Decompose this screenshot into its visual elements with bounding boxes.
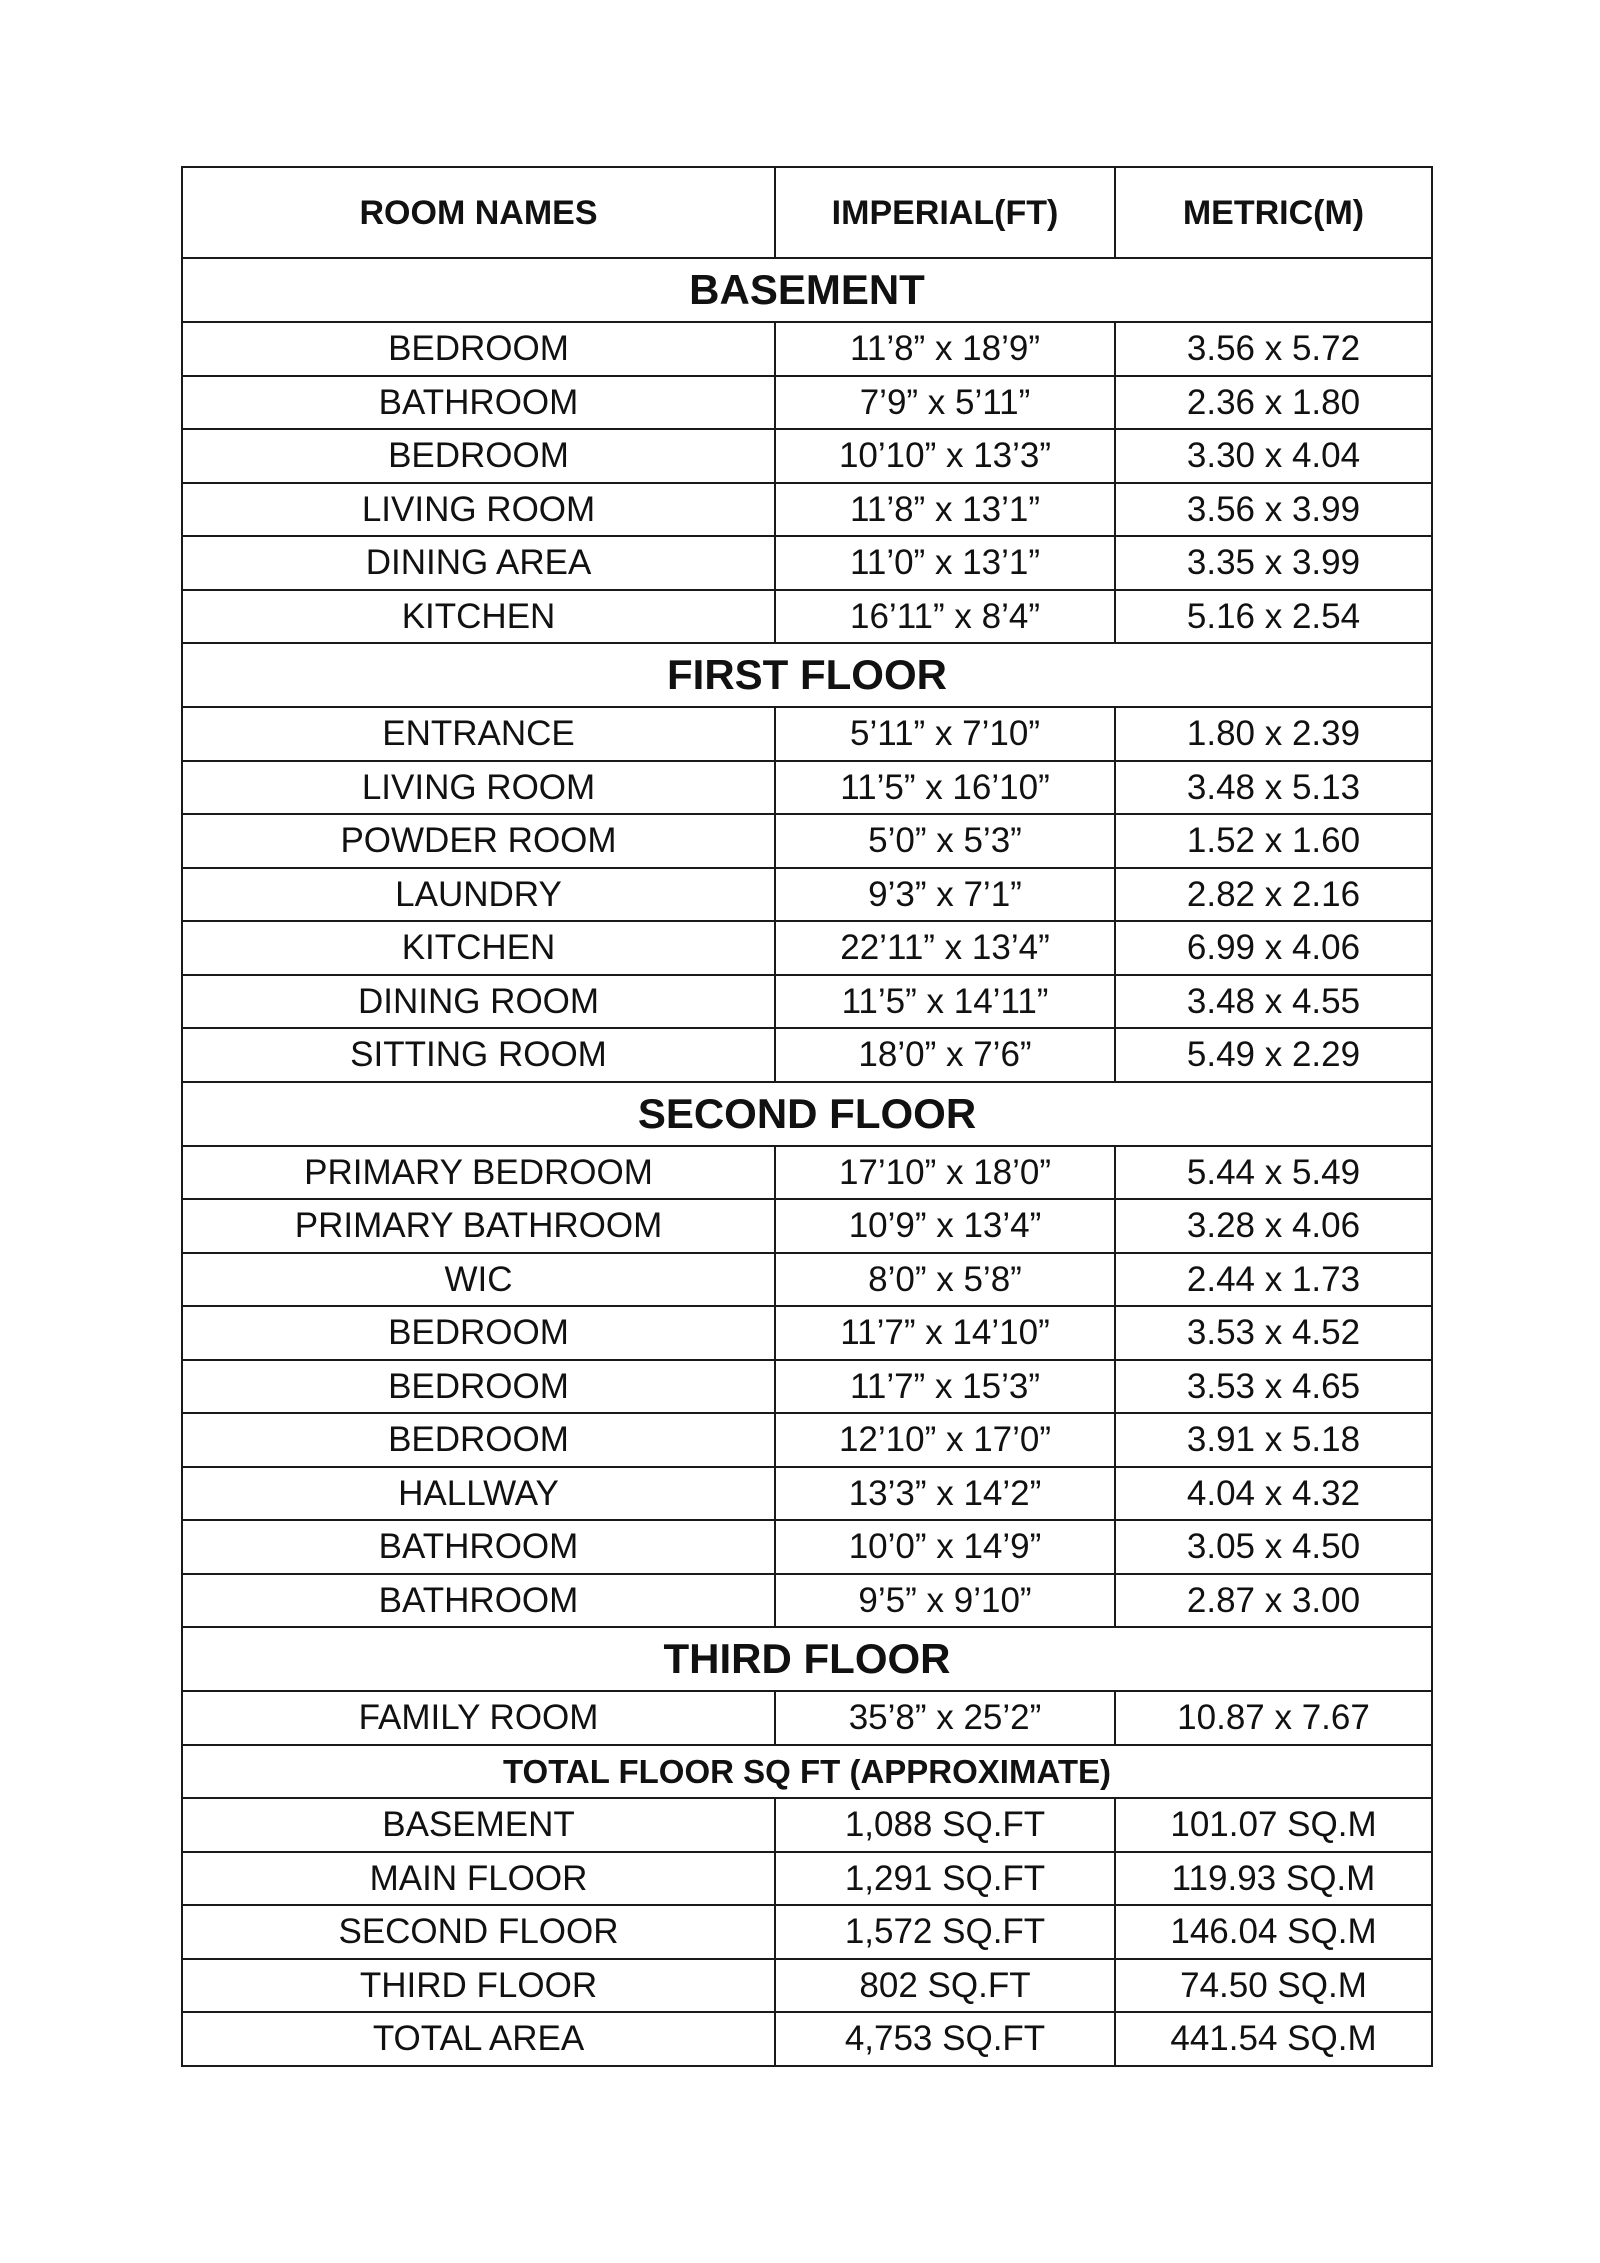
room-name: LIVING ROOM [182,483,775,537]
metric-value: 119.93 SQ.M [1115,1852,1432,1906]
imperial-value: 5’0” x 5’3” [775,814,1115,868]
room-name: BEDROOM [182,1306,775,1360]
imperial-value: 11’5” x 16’10” [775,761,1115,815]
room-name: BEDROOM [182,322,775,376]
imperial-value: 11’8” x 13’1” [775,483,1115,537]
room-name: FAMILY ROOM [182,1691,775,1745]
section-title: FIRST FLOOR [182,643,1432,707]
table-row [182,1852,1432,1906]
table-row [182,322,1432,376]
room-dimensions-table [181,166,1433,2067]
room-name: BATHROOM [182,376,775,430]
table-row [182,1199,1432,1253]
table-row [182,1520,1432,1574]
section-heading-row [182,1745,1432,1799]
metric-value: 3.48 x 5.13 [1115,761,1432,815]
imperial-value: 13’3” x 14’2” [775,1467,1115,1521]
section-title: BASEMENT [182,258,1432,322]
section-title: THIRD FLOOR [182,1627,1432,1691]
imperial-value: 11’7” x 14’10” [775,1306,1115,1360]
metric-value: 3.48 x 4.55 [1115,975,1432,1029]
metric-value: 3.28 x 4.06 [1115,1199,1432,1253]
metric-value: 4.04 x 4.32 [1115,1467,1432,1521]
table-row [182,1028,1432,1082]
table-row [182,868,1432,922]
imperial-value: 5’11” x 7’10” [775,707,1115,761]
metric-value: 1.52 x 1.60 [1115,814,1432,868]
metric-value: 3.53 x 4.52 [1115,1306,1432,1360]
metric-value: 2.36 x 1.80 [1115,376,1432,430]
imperial-value: 17’10” x 18’0” [775,1146,1115,1200]
room-name: ENTRANCE [182,707,775,761]
metric-value: 10.87 x 7.67 [1115,1691,1432,1745]
room-name: BATHROOM [182,1520,775,1574]
metric-value: 74.50 SQ.M [1115,1959,1432,2013]
table-row [182,1413,1432,1467]
imperial-value: 10’0” x 14’9” [775,1520,1115,1574]
room-name: BEDROOM [182,429,775,483]
metric-value: 2.82 x 2.16 [1115,868,1432,922]
section-heading-row [182,1627,1432,1691]
metric-value: 3.53 x 4.65 [1115,1360,1432,1414]
metric-value: 3.35 x 3.99 [1115,536,1432,590]
metric-value: 441.54 SQ.M [1115,2012,1432,2066]
room-name: PRIMARY BEDROOM [182,1146,775,1200]
room-name: DINING AREA [182,536,775,590]
metric-value: 6.99 x 4.06 [1115,921,1432,975]
metric-value: 5.49 x 2.29 [1115,1028,1432,1082]
table-row [182,1360,1432,1414]
section-title: SECOND FLOOR [182,1082,1432,1146]
imperial-value: 9’5” x 9’10” [775,1574,1115,1628]
metric-value: 101.07 SQ.M [1115,1798,1432,1852]
imperial-value: 7’9” x 5’11” [775,376,1115,430]
metric-value: 3.30 x 4.04 [1115,429,1432,483]
imperial-value: 35’8” x 25’2” [775,1691,1115,1745]
room-name: TOTAL AREA [182,2012,775,2066]
room-name: THIRD FLOOR [182,1959,775,2013]
table-row [182,1574,1432,1628]
imperial-value: 8’0” x 5’8” [775,1253,1115,1307]
imperial-value: 10’9” x 13’4” [775,1199,1115,1253]
imperial-value: 11’0” x 13’1” [775,536,1115,590]
table-row [182,1691,1432,1745]
section-heading-row [182,1082,1432,1146]
table-row [182,814,1432,868]
table-row [182,1306,1432,1360]
table-row [182,483,1432,537]
metric-value: 1.80 x 2.39 [1115,707,1432,761]
room-name: BASEMENT [182,1798,775,1852]
table-row [182,536,1432,590]
imperial-value: 16’11” x 8’4” [775,590,1115,644]
table-row [182,1798,1432,1852]
table-row [182,2012,1432,2066]
table-row [182,921,1432,975]
imperial-value: 12’10” x 17’0” [775,1413,1115,1467]
imperial-value: 9’3” x 7’1” [775,868,1115,922]
table-row [182,429,1432,483]
header-imperial: IMPERIAL(FT) [775,167,1115,258]
metric-value: 3.05 x 4.50 [1115,1520,1432,1574]
metric-value: 3.91 x 5.18 [1115,1413,1432,1467]
table-row [182,1253,1432,1307]
room-name: BEDROOM [182,1360,775,1414]
table-row [182,761,1432,815]
room-name: SECOND FLOOR [182,1905,775,1959]
imperial-value: 11’8” x 18’9” [775,322,1115,376]
metric-value: 146.04 SQ.M [1115,1905,1432,1959]
metric-value: 3.56 x 5.72 [1115,322,1432,376]
room-name: DINING ROOM [182,975,775,1029]
table-header-row [182,167,1432,258]
room-name: MAIN FLOOR [182,1852,775,1906]
imperial-value: 11’5” x 14’11” [775,975,1115,1029]
imperial-value: 802 SQ.FT [775,1959,1115,2013]
room-name: BATHROOM [182,1574,775,1628]
room-name: HALLWAY [182,1467,775,1521]
room-name: LIVING ROOM [182,761,775,815]
room-name: LAUNDRY [182,868,775,922]
table-row [182,1146,1432,1200]
metric-value: 3.56 x 3.99 [1115,483,1432,537]
imperial-value: 22’11” x 13’4” [775,921,1115,975]
metric-value: 2.87 x 3.00 [1115,1574,1432,1628]
room-name: BEDROOM [182,1413,775,1467]
metric-value: 2.44 x 1.73 [1115,1253,1432,1307]
table-row [182,975,1432,1029]
room-name: PRIMARY BATHROOM [182,1199,775,1253]
table-row [182,707,1432,761]
header-room-names: ROOM NAMES [182,167,775,258]
table-row [182,1959,1432,2013]
imperial-value: 10’10” x 13’3” [775,429,1115,483]
table-row [182,1467,1432,1521]
imperial-value: 1,291 SQ.FT [775,1852,1115,1906]
imperial-value: 11’7” x 15’3” [775,1360,1115,1414]
section-heading-row [182,258,1432,322]
room-dimensions-sheet [181,166,1431,2067]
room-name: POWDER ROOM [182,814,775,868]
room-name: SITTING ROOM [182,1028,775,1082]
table-row [182,590,1432,644]
metric-value: 5.16 x 2.54 [1115,590,1432,644]
room-name: KITCHEN [182,590,775,644]
imperial-value: 1,088 SQ.FT [775,1798,1115,1852]
table-row [182,376,1432,430]
imperial-value: 4,753 SQ.FT [775,2012,1115,2066]
imperial-value: 18’0” x 7’6” [775,1028,1115,1082]
table-row [182,1905,1432,1959]
section-title: TOTAL FLOOR SQ FT (APPROXIMATE) [182,1745,1432,1799]
imperial-value: 1,572 SQ.FT [775,1905,1115,1959]
metric-value: 5.44 x 5.49 [1115,1146,1432,1200]
room-name: KITCHEN [182,921,775,975]
room-name: WIC [182,1253,775,1307]
section-heading-row [182,643,1432,707]
header-metric: METRIC(M) [1115,167,1432,258]
